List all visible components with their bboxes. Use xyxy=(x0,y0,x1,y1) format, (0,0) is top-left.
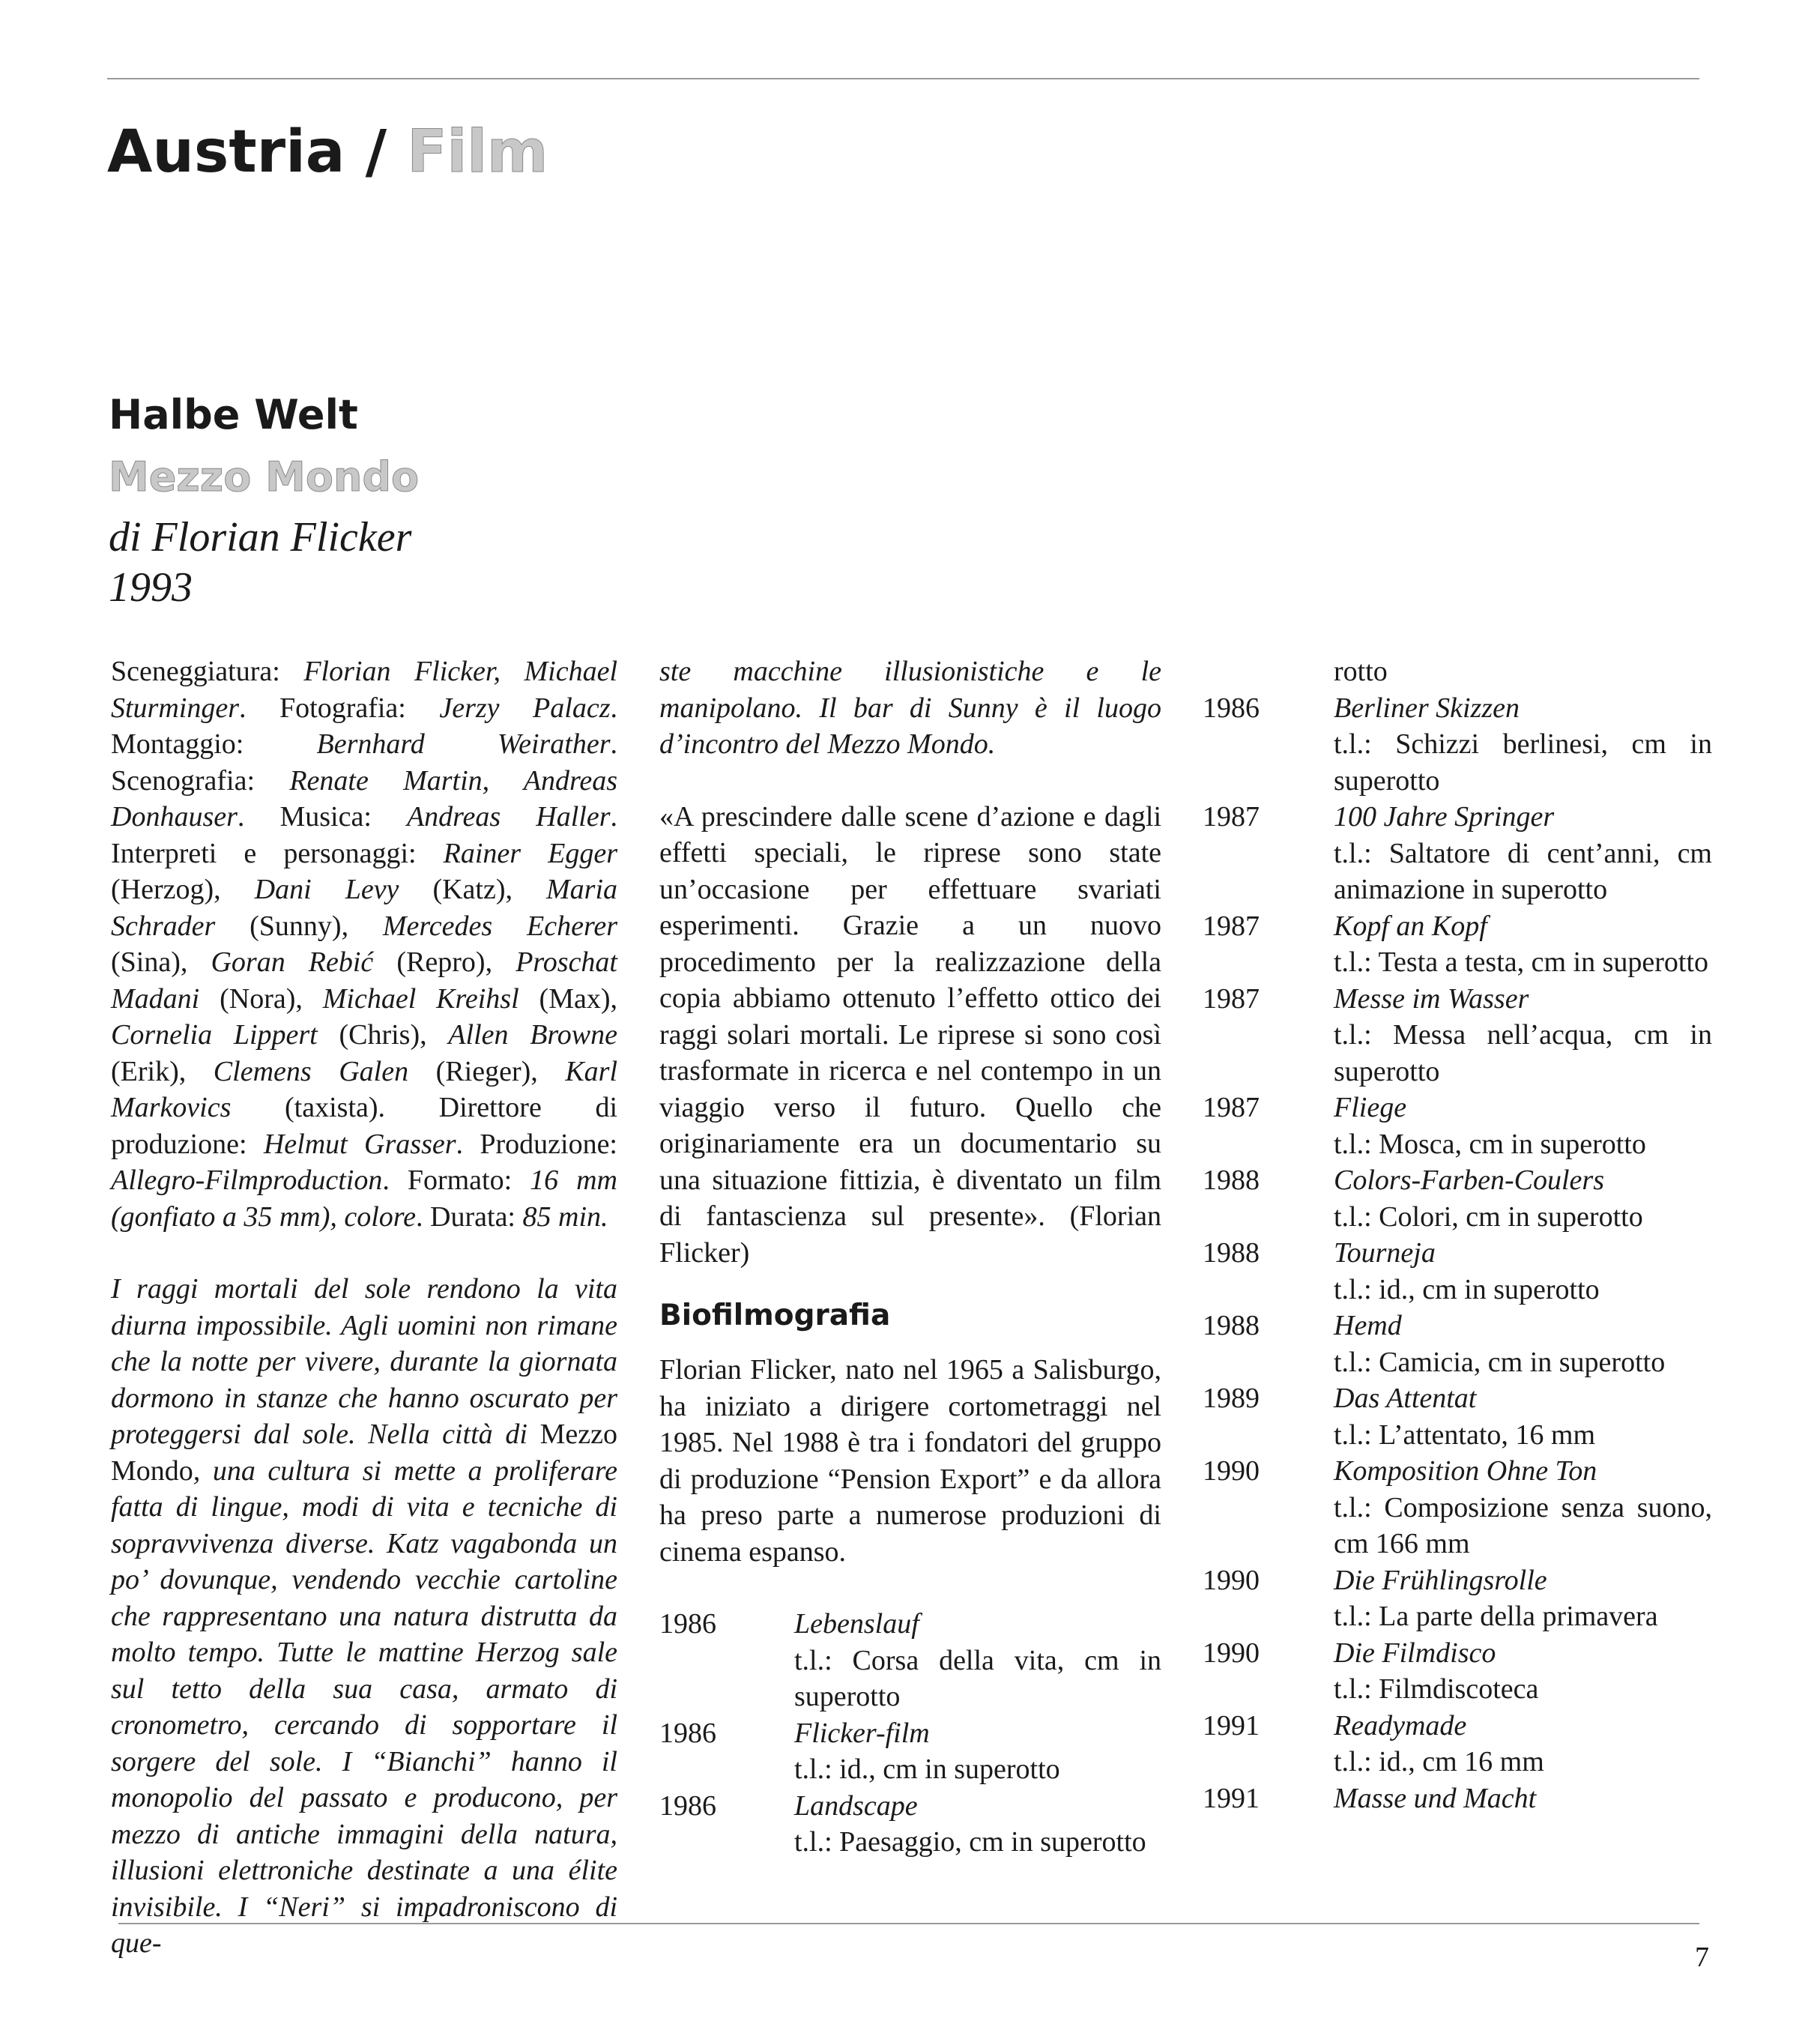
filmography-translation: t.l.: Corsa della vita, cm in superotto xyxy=(794,1644,1161,1712)
credit-run: (taxista). Direttore di produzione: xyxy=(111,1092,617,1160)
credit-run: . Produzione: xyxy=(456,1128,617,1160)
credit-run: Dani Levy xyxy=(254,874,399,905)
filmography-translation: t.l.: id., cm in superotto xyxy=(794,1753,1060,1785)
film-year: 1993 xyxy=(109,564,193,611)
credit-run: Clemens Galen xyxy=(213,1055,409,1087)
filmography-translation: t.l.: Schizzi berlinesi, cm in superotto xyxy=(1334,728,1712,797)
filmography-list-col2 xyxy=(659,1606,1161,1861)
filmography-title: Landscape xyxy=(794,1789,918,1822)
filmography-year: 1990 xyxy=(1203,1637,1260,1669)
filmography-year: 1986 xyxy=(1203,692,1260,724)
film-title-original: Halbe Welt xyxy=(109,391,358,438)
credit-run: Maria Schrader xyxy=(111,874,618,942)
filmography-translation: t.l.: Camicia, cm in superotto xyxy=(1334,1346,1666,1378)
filmography-continuation: rotto xyxy=(1334,656,1388,687)
filmography-translation: t.l.: Mosca, cm in superotto xyxy=(1334,1128,1646,1160)
filmography-year: 1990 xyxy=(1203,1564,1260,1596)
credit-run: Cornelia Lippert xyxy=(111,1019,318,1051)
director-quote: «A prescindere dalle scene d’azione e dagli effetti speciali, le riprese sono state un’occasione per effettuare svariati esperimenti. Grazie a un nuovo procedimento per la realizzazione della copia abbiamo ottenuto l’effetto ottico dei raggi solari mortali. Le riprese si sono così trasformate in ricerca e nel contempo in un viaggio verso il futuro. Quello che originariamente era un documentario su una situazione fittizia, è diventato un film di fantascienza sul presente». (Florian Flicker) xyxy=(659,800,1161,1269)
filmography-entry xyxy=(1203,1635,1712,1708)
synopsis-paragraph xyxy=(111,1271,617,1962)
synopsis-continuation: ste macchine illusionistiche e le manipolano. Il bar di Sunny è il luogo d’incontro del Mezzo Mondo. xyxy=(659,656,1161,760)
filmography-translation: t.l.: Saltatore di cent’anni, cm animazione in superotto xyxy=(1334,837,1712,905)
filmography-translation: t.l.: Messa nell’acqua, cm in superotto xyxy=(1334,1019,1712,1087)
credit-run: Bernhard Weirather xyxy=(316,728,611,760)
synopsis-run: Mezzo Mondo xyxy=(111,1419,617,1487)
credit-run: Goran Rebić xyxy=(211,946,374,978)
filmography-title: 100 Jahre Springer xyxy=(1334,801,1555,833)
header-country: Austria xyxy=(107,118,345,186)
filmography-entry xyxy=(659,1715,1161,1788)
filmography-translation: t.l.: La parte della primavera xyxy=(1334,1601,1658,1632)
top-rule xyxy=(107,78,1699,79)
film-title-italian: Mezzo Mondo xyxy=(109,453,420,501)
credit-run: Renate Martin, Andreas Donhauser xyxy=(111,764,617,833)
filmography-title: Fliege xyxy=(1334,1092,1407,1123)
filmography-year: 1991 xyxy=(1203,1709,1260,1741)
credit-run: (Max), xyxy=(519,982,618,1015)
filmography-entry xyxy=(1203,1562,1712,1635)
filmography-year: 1986 xyxy=(659,1608,716,1640)
credit-run: Sceneggiatura: xyxy=(111,656,304,687)
filmography-title: Colors-Farben-Coulers xyxy=(1334,1164,1604,1196)
film-director: di Florian Flicker xyxy=(109,514,412,561)
bio-text: Florian Flicker, nato nel 1965 a Salisburgo, ha iniziato a dirigere cortometraggi nel 1985. Nel 1988 è tra i fondatori del gruppo di produzione “Pension Export” e da allora ha preso parte a numerose produzioni di cinema espanso. xyxy=(659,1354,1161,1568)
bottom-rule xyxy=(118,1923,1699,1924)
filmography-year: 1991 xyxy=(1203,1782,1260,1814)
filmography-entry xyxy=(659,1606,1161,1715)
filmography-list-col3 xyxy=(1203,653,1712,1816)
filmography-translation: t.l.: Composizione senza suono, cm 166 mm xyxy=(1334,1491,1712,1559)
credit-run: Andreas Haller xyxy=(406,801,611,833)
filmography-title: Messe im Wasser xyxy=(1334,982,1529,1015)
credit-run: 85 min. xyxy=(522,1200,608,1233)
filmography-entry xyxy=(1203,1780,1712,1817)
credit-run: (Katz), xyxy=(399,874,547,905)
credit-run: (Chris), xyxy=(317,1019,449,1051)
filmography-title: Flicker-film xyxy=(794,1717,930,1749)
filmography-entry xyxy=(1203,981,1712,1090)
filmography-entry xyxy=(1203,1380,1712,1453)
filmography-title: Tourneja xyxy=(1334,1237,1436,1269)
filmography-title: Hemd xyxy=(1334,1310,1402,1341)
credit-run: 16 mm (gonfiato a 35 mm), colore xyxy=(111,1164,617,1233)
credit-run: Michael Kreihsl xyxy=(322,982,519,1015)
filmography-title: Readymade xyxy=(1334,1709,1467,1741)
credit-run: . Fotografia: xyxy=(239,692,440,724)
credit-run: . Montaggio: xyxy=(111,692,617,760)
filmography-year: 1988 xyxy=(1203,1164,1260,1196)
filmography-entry xyxy=(1203,799,1712,908)
filmography-entry xyxy=(1203,1235,1712,1308)
credit-run: (Repro), xyxy=(373,946,516,978)
credit-run: Helmut Grasser xyxy=(263,1128,456,1160)
credit-run: Proschat Madani xyxy=(111,946,617,1015)
filmography-year: 1987 xyxy=(1203,1092,1260,1123)
filmography-entry xyxy=(659,1788,1161,1861)
filmography-entry xyxy=(1203,1308,1712,1380)
credit-run: . Scenografia: xyxy=(111,728,617,797)
credit-run: (Herzog), xyxy=(111,874,255,905)
filmography-entry xyxy=(1203,1090,1712,1162)
filmography-translation: t.l.: Filmdiscoteca xyxy=(1334,1673,1539,1705)
credit-run: . Formato: xyxy=(382,1164,530,1196)
header-separator: / xyxy=(365,118,387,186)
filmography-year: 1986 xyxy=(659,1717,716,1749)
filmography-year: 1987 xyxy=(1203,801,1260,833)
filmography-entry xyxy=(1203,1162,1712,1235)
credit-run: Karl Markovics xyxy=(111,1055,618,1123)
credit-run: (Sunny), xyxy=(215,910,383,942)
filmography-year: 1987 xyxy=(1203,982,1260,1015)
synopsis-run: I raggi mortali del sole rendono la vita diurna impossibile. Agli uomini non rimane che la notte per vivere, durante la giornata dormono in stanze che hanno oscurato per proteggersi dal sole. Nella città di xyxy=(111,1273,617,1450)
filmography-entry xyxy=(1203,1708,1712,1780)
credit-run: . Musica: xyxy=(237,801,407,833)
filmography-year: 1990 xyxy=(1203,1455,1260,1487)
synopsis-run: , una cultura si mette a proliferare fatta di lingue, modi di vita e tecniche di sopravvivenza diverse. Katz vagabonda un po’ dovunque, vendendo vecchie cartoline che rappresentano una natura distrutta da molto tempo. Tutte le mattine Herzog sale sul tetto della sua casa, armato di cronometro, cercando di sopportare il sorgere del sole. I “Bianchi” hanno il monopolio del passato e producono, per mezzo di antiche immagini della natura, illusioni elettroniche destinate a una élite invisibile. I “Neri” si impadroniscono di que- xyxy=(111,1454,617,1959)
filmography-title: Die Frühlingsrolle xyxy=(1334,1564,1547,1596)
credit-run: Florian Flicker, Michael Sturminger xyxy=(111,656,617,724)
credit-run: (Rieger), xyxy=(408,1055,566,1087)
credits-paragraph xyxy=(111,653,617,1235)
column-2 xyxy=(659,653,1161,1861)
filmography-year: 1988 xyxy=(1203,1310,1260,1341)
credit-run: Rainer Egger xyxy=(443,837,617,869)
filmography-translation: t.l.: id., cm 16 mm xyxy=(1334,1746,1544,1777)
header-section: Film xyxy=(407,118,548,186)
page-header xyxy=(107,118,548,186)
credit-run: (Sina), xyxy=(111,946,211,978)
credit-run: Jerzy Palacz xyxy=(439,692,611,724)
column-1 xyxy=(111,653,617,1962)
filmography-translation: t.l.: id., cm in superotto xyxy=(1334,1273,1600,1305)
filmography-title: Masse und Macht xyxy=(1334,1782,1537,1814)
credit-run: Mercedes Echerer xyxy=(382,910,617,942)
filmography-title: Berliner Skizzen xyxy=(1334,692,1520,724)
filmography-year: 1987 xyxy=(1203,910,1260,942)
credit-run: (Erik), xyxy=(111,1055,214,1087)
credit-run: . Interpreti e personaggi: xyxy=(111,801,617,869)
filmography-year: 1986 xyxy=(659,1789,716,1822)
filmography-title: Kopf an Kopf xyxy=(1334,910,1487,942)
filmography-title: Das Attentat xyxy=(1334,1383,1477,1414)
credit-run: . Durata: xyxy=(416,1200,523,1233)
filmography-entry xyxy=(1203,1453,1712,1562)
filmography-year: 1988 xyxy=(1203,1237,1260,1269)
filmography-year: 1989 xyxy=(1203,1383,1260,1414)
filmography-translation: t.l.: Testa a testa, cm in superotto xyxy=(1334,946,1709,978)
page-number: 7 xyxy=(1695,1942,1709,1973)
filmography-entry xyxy=(1203,690,1712,800)
filmography-translation: t.l.: Colori, cm in superotto xyxy=(1334,1200,1643,1233)
filmography-title: Die Filmdisco xyxy=(1334,1637,1496,1669)
credit-run: (Nora), xyxy=(199,982,323,1015)
filmography-title: Komposition Ohne Ton xyxy=(1334,1455,1597,1487)
filmography-title: Lebenslauf xyxy=(794,1608,919,1640)
bio-heading: Biofilmografia xyxy=(659,1299,891,1332)
credit-run: Allen Browne xyxy=(448,1019,617,1051)
filmography-entry xyxy=(1203,908,1712,981)
filmography-translation: t.l.: L’attentato, 16 mm xyxy=(1334,1419,1595,1451)
credit-run: Allegro-Filmproduction xyxy=(111,1164,383,1196)
filmography-translation: t.l.: Paesaggio, cm in superotto xyxy=(794,1826,1146,1858)
